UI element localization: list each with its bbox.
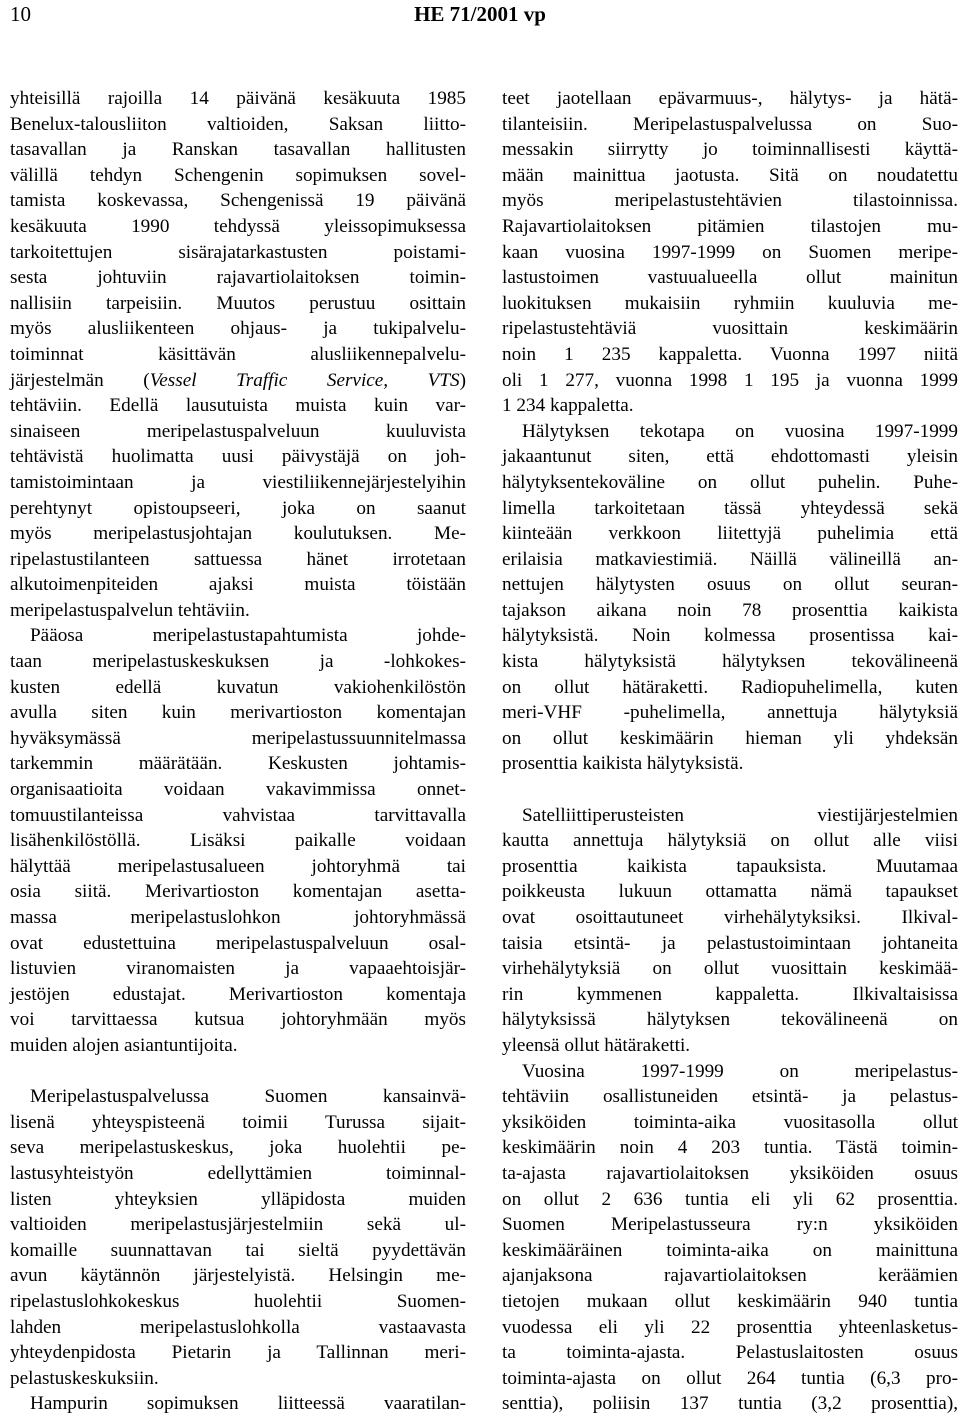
text-line: prosenttia kaikista hälytyksistä. (502, 753, 744, 775)
text-line: kista hälytyksistä hälytyksen tekovälineenä (502, 651, 958, 673)
text-line: ta-ajasta rajavartiolaitoksen yksiköiden osuus (502, 1162, 958, 1184)
text-line: yksiköiden toiminta-aika vuositasolla ollut (502, 1111, 958, 1133)
text-line: hälytyksentekoväline on ollut puhelin. Puhe- (502, 471, 958, 493)
text-line: on ollut 2 636 tuntia eli yli 62 prosenttia. (502, 1188, 958, 1210)
text-line: messakin siirrytty jo toiminnallisesti käyttä- (502, 139, 958, 161)
text-line: tilanteisiin. Meripelastuspalvelussa on Suo- (502, 113, 958, 135)
text-line: hälytyksissä hälytyksen tekovälineenä on (502, 1009, 958, 1031)
text-line: yhteydenpidosta Pietarin ja Tallinnan meri- (10, 1342, 466, 1364)
text-line: oli 1 277, vuonna 1998 1 195 ja vuonna 1999 (502, 369, 958, 391)
text-line: tietojen mukaan ollut keskimäärin 940 tuntia (502, 1290, 958, 1312)
text-line: myös alusliikenteen ohjaus- ja tukipalvelu- (10, 318, 466, 340)
text-line: lahden meripelastuslohkolla vastaavasta (10, 1316, 466, 1338)
text-line: ajanjaksona rajavartiolaitoksen keräämien (502, 1265, 958, 1287)
text-line: jestöjen edustajat. Merivartioston komentaja (10, 983, 466, 1005)
text-line: Benelux-talousliiton valtioiden, Saksan liitto- (10, 113, 466, 135)
text-line: myös meripelastustehtävien tilastoinnissa. (502, 190, 958, 212)
text-line: ovat edustettuina meripelastuspalveluun osal- (10, 932, 466, 954)
text-line: vuodessa eli yli 22 prosenttia yhteenlasketus- (502, 1316, 958, 1338)
text-line: ripelastustilanteen sattuessa hänet irrotetaan (10, 548, 466, 570)
text-line: hälytyksistä. Noin kolmessa prosentissa kai- (502, 625, 958, 647)
text-fragment: järjestelmän ( (10, 369, 150, 391)
text-line: rin kymmenen kappaletta. Ilkivaltaisissa (502, 983, 958, 1005)
text-line: senttia), poliisin 137 tuntia (3,2 prosenttia), (502, 1393, 958, 1415)
text-line: organisaatioita voidaan vakavimmissa onnet- (10, 779, 466, 801)
text-line: erilaisia matkaviestimiä. Näillä välineillä an- (502, 548, 958, 570)
text-line: lastusyhteistyön edellyttämien toiminnal- (10, 1162, 466, 1184)
text-line: limella tarkoitetaan tässä yhteydessä sekä (502, 497, 958, 519)
text-line: tehtäviin. Edellä lausutuista muista kuin var- (10, 395, 466, 417)
paragraph (502, 419, 958, 777)
text-line: kiinteään verkkoon liitettyjä puhelimia että (502, 523, 958, 545)
paragraph (10, 1084, 466, 1417)
text-line: massa meripelastuslohkon johtoryhmässä (10, 907, 466, 928)
text-line: valtioiden meripelastusjärjestelmiin sekä ul- (10, 1214, 466, 1236)
text-line: virhehälytyksiä on ollut vuosittain keskimää- (502, 958, 958, 980)
text-line: 1 234 kappaletta. (502, 395, 634, 417)
text-line: taan meripelastuskeskuksen ja -lohkokes- (10, 651, 466, 673)
text-line: kesäkuuta 1990 tehdyssä yleissopimuksessa (10, 215, 466, 237)
text-line: Vuosina 1997-1999 on meripelastus- (522, 1060, 958, 1082)
text-line: taisia etsintä- ja pelastustoimintaan johtaneita (502, 932, 958, 954)
text-line: alkutoimenpiteiden ajaksi muista töistään (10, 574, 466, 596)
page-number: 10 (10, 2, 31, 26)
italic-term: Vessel Traffic Service, VTS (149, 369, 460, 391)
text-line: prosenttia kaikista tapauksista. Muutamaa (502, 855, 958, 877)
text-line: tehtäviin osallistuneiden etsintä- ja pelastus- (502, 1086, 958, 1108)
text-line: tajakson aikana noin 78 prosenttia kaikista (502, 599, 958, 621)
text-line: Meripelastuspalvelussa Suomen kansainvä- (30, 1086, 466, 1108)
text-line: muiden alojen asiantuntijoita. (10, 1034, 238, 1056)
text-line: tamista koskevassa, Schengenissä 19 päivänä (10, 190, 466, 212)
paragraph (502, 86, 958, 419)
text-line: voi tarvittaessa kutsua johtoryhmään myös (10, 1009, 466, 1031)
text-line-vts (10, 368, 466, 394)
text-line: Hampurin sopimuksen liitteessä vaaratilan- (30, 1393, 466, 1415)
text-line: keskimääräinen toiminta-aika on mainittuna (502, 1239, 958, 1261)
text-line: jakaantunut siten, että ehdottomasti yleisin (502, 446, 958, 468)
text-line: keskimäärin noin 4 203 tuntia. Tästä toimin- (502, 1137, 958, 1159)
text-line: pelastuskeskuksiin. (10, 1367, 159, 1389)
text-line: osia siitä. Merivartioston komentajan asetta- (10, 881, 466, 903)
right-column (502, 86, 958, 1417)
text-line: on ollut hätäraketti. Radiopuhelimella, kuten (502, 676, 958, 698)
text-line: meri-VHF -puhelimella, annettuja hälytyksiä (502, 702, 958, 724)
text-fragment: ) (459, 369, 467, 391)
text-line: luokituksen mukaisiin ryhmiin kuuluvia me- (502, 292, 958, 314)
paragraph (10, 86, 466, 623)
text-line: tamistoimintaan ja viestiliikennejärjestelyihin (10, 471, 466, 493)
text-line: sesta johtuviin rajavartiolaitoksen toimin- (10, 267, 466, 289)
text-line: myös meripelastusjohtajan koulutuksen. Me- (10, 523, 466, 545)
text-line: tarkoitettujen sisärajatarkastusten poistami- (10, 241, 466, 263)
text-line: toiminta-ajasta on ollut 264 tuntia (6,3 pro- (502, 1367, 958, 1389)
text-line: yleensä ollut hätäraketti. (502, 1034, 691, 1056)
paragraph (502, 1059, 958, 1417)
text-line: lastustoimen vastuualueella ollut mainitun (502, 267, 958, 289)
text-line: noin 1 235 kappaletta. Vuonna 1997 niitä (502, 343, 958, 365)
paragraph (10, 623, 466, 1058)
text-line: kusten edellä kuvatun vakiohenkilöstön (10, 676, 466, 698)
text-line: perehtynyt opistoupseeri, joka on saanut (10, 497, 466, 519)
text-line: välillä tehdyn Schengenin sopimuksen sovel- (10, 164, 466, 186)
text-line: ovat osoittautuneet virhehälytyksiksi. Ilkival- (502, 907, 958, 928)
text-line: avun käytännön järjestelyistä. Helsingin me- (10, 1265, 466, 1287)
text-line: avulla siten kuin merivartioston komentajan (10, 702, 466, 724)
paragraph-gap (502, 777, 958, 803)
text-line: sinaiseen meripelastuspalveluun kuuluvista (10, 420, 466, 442)
text-line: mään mainittua jaotusta. Sitä on noudatettu (502, 164, 958, 186)
paragraph-gap (10, 1059, 466, 1085)
text-line: kautta annettuja hälytyksiä on ollut alle viisi (502, 830, 958, 852)
text-line: on ollut keskimäärin hieman yli yhdeksän (502, 727, 958, 749)
text-line: poikkeusta lukuun ottamatta nämä tapaukset (502, 881, 958, 903)
text-line: yhteisillä rajoilla 14 päivänä kesäkuuta 1985 (10, 88, 466, 109)
text-line: toiminnat käsittävän alusliikennepalvelu- (10, 343, 466, 365)
text-line: tomuustilanteissa vahvistaa tarvittavalla (10, 804, 466, 826)
text-line: listuvien viranomaisten ja vapaaehtoisjär- (10, 958, 466, 980)
document-header-title: HE 71/2001 vp (414, 2, 546, 26)
text-line: Pääosa meripelastustapahtumista johde- (30, 625, 466, 647)
text-line: ripelastustehtäviä vuosittain keskimäärin (502, 318, 958, 340)
text-line: lisähenkilöstöllä. Lisäksi paikalle voidaan (10, 830, 466, 852)
text-line: hälyttää meripelastusalueen johtoryhmä tai (10, 855, 466, 877)
text-line: nallisiin tarpeisiin. Muutos perustuu osittain (10, 292, 466, 314)
text-line: meripelastuspalvelun tehtäviin. (10, 599, 250, 621)
text-line: komaille suunnattavan tai sieltä pyydettävän (10, 1239, 466, 1261)
text-line: teet jaotellaan epävarmuus-, hälytys- ja hätä- (502, 88, 958, 109)
text-line: tasavallan ja Ranskan tasavallan hallitusten (10, 139, 466, 161)
text-line: lisenä yhteyspisteenä toimii Turussa sijait- (10, 1111, 466, 1133)
text-line: tarkemmin määrätään. Keskusten johtamis- (10, 753, 466, 775)
text-line: ta toiminta-ajasta. Pelastuslaitosten osuus (502, 1342, 958, 1364)
text-line: ripelastuslohkokeskus huolehtii Suomen- (10, 1290, 466, 1312)
left-column (10, 86, 466, 1417)
text-line: Hälytyksen tekotapa on vuosina 1997-1999 (522, 420, 958, 442)
text-line: nettujen hälytysten osuus on ollut seuran- (502, 574, 958, 596)
text-line: hyväksymässä meripelastussuunnitelmassa (10, 727, 466, 749)
text-line: kaan vuosina 1997-1999 on Suomen meripe- (502, 241, 958, 263)
text-line: listen yhteyksien ylläpidosta muiden (10, 1188, 466, 1210)
paragraph (502, 803, 958, 1059)
text-line: tehtävistä huolimatta uusi päivystäjä on joh- (10, 446, 466, 468)
text-line: Satelliittiperusteisten viestijärjestelmien (522, 804, 958, 826)
text-line: seva meripelastuskeskus, joka huolehtii pe- (10, 1137, 466, 1159)
text-line: Suomen Meripelastusseura ry:n yksiköiden (502, 1214, 958, 1236)
text-line: Rajavartiolaitoksen pitämien tilastojen mu- (502, 215, 958, 237)
